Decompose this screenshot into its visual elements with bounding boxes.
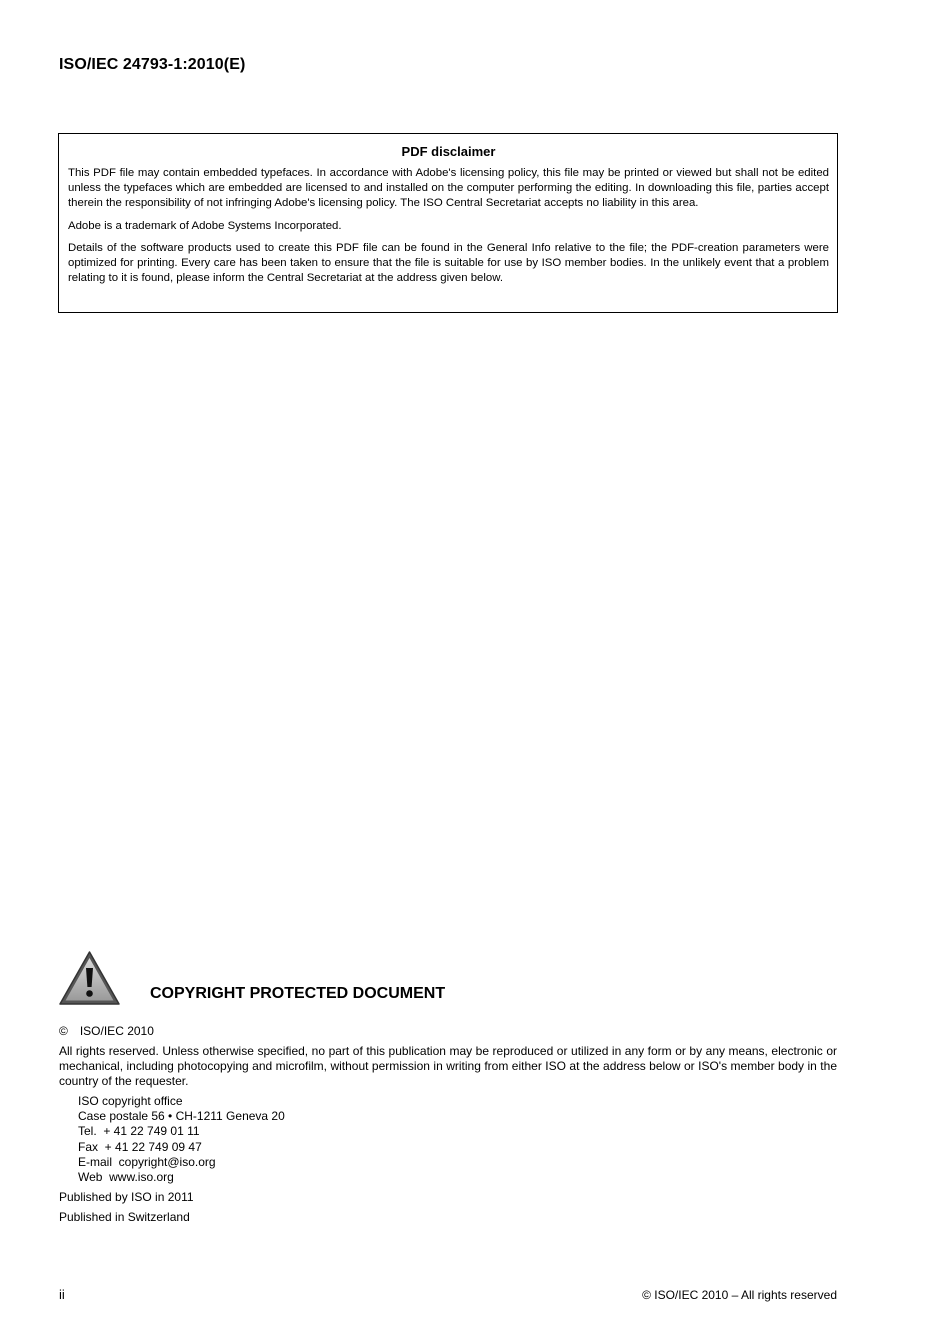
address-line: Fax + 41 22 749 09 47 [78, 1139, 202, 1154]
copyright-symbol: © [59, 1024, 68, 1038]
rights-reserved-text: All rights reserved. Unless otherwise specified, no part of this publication may be reproduced or utilized in any form or by any means, electronic or mechanical, including photocopying and microfilm, without permission in writing from either ISO at the address below or ISO's member body in the country of the requester. [59, 1044, 837, 1089]
address-line: Tel. + 41 22 749 01 11 [78, 1124, 200, 1139]
copyright-holder: ISO/IEC 2010 [79, 1024, 154, 1038]
document-id-header: ISO/IEC 24793-1:2010(E) [59, 56, 246, 73]
address-line: ISO copyright office [78, 1094, 183, 1108]
pdf-disclaimer-box [58, 133, 838, 313]
iso-address-block [78, 1094, 285, 1185]
published-by: Published by ISO in 2011 [59, 1190, 194, 1204]
disclaimer-title: PDF disclaimer [401, 144, 496, 159]
disclaimer-paragraph: Adobe is a trademark of Adobe Systems Incorporated. [68, 219, 342, 232]
warning-icon [58, 950, 121, 1006]
footer-copyright: © ISO/IEC 2010 – All rights reserved [642, 1288, 837, 1302]
published-in: Published in Switzerland [59, 1210, 190, 1224]
disclaimer-paragraph: This PDF file may contain embedded typefaces. In accordance with Adobe's licensing policy, this file may be printed or viewed but shall not be edited unless the typefaces which are embedded are licensed to and installed on the computer performing the editing. In downloading this file, parties accept therein the responsibility of not infringing Adobe's licensing policy. The ISO Central Secretariat accepts no liability in this area. [68, 167, 829, 210]
address-line: E-mail copyright@iso.org [78, 1154, 216, 1169]
page-number: ii [59, 1287, 65, 1302]
address-line: Case postale 56 • CH-1211 Geneva 20 [78, 1109, 285, 1124]
copyright-heading: COPYRIGHT PROTECTED DOCUMENT [150, 985, 446, 1002]
address-line: Web www.iso.org [78, 1170, 174, 1185]
disclaimer-paragraph: Details of the software products used to create this PDF file can be found in the General Info relative to the file; the PDF-creation parameters were optimized for printing. Every care has been taken to ensure that the file is suitable for use by ISO member bodies. In the unlikely event that a problem relating to it is found, please inform the Central Secretariat at the address given below. [68, 241, 829, 285]
copyright-notice [59, 1024, 154, 1038]
